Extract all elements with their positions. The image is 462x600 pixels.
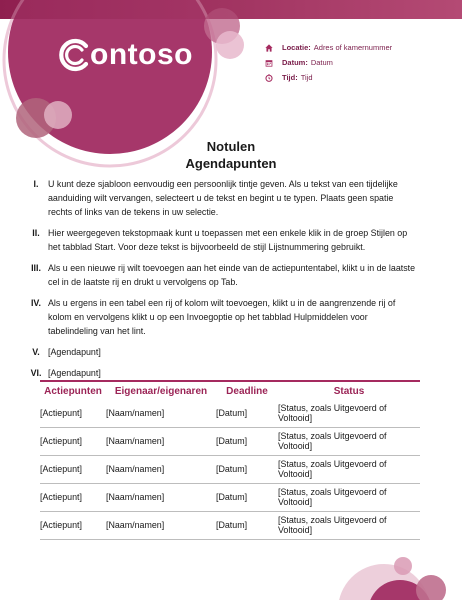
cell-actiepunt[interactable]: [Actiepunt]	[40, 456, 106, 484]
cell-eigenaar[interactable]: [Naam/namen]	[106, 456, 216, 484]
cell-actiepunt[interactable]: [Actiepunt]	[40, 512, 106, 540]
agenda-number: II.	[32, 228, 40, 238]
agenda-number: I.	[33, 179, 39, 189]
cell-deadline[interactable]: [Datum]	[216, 456, 278, 484]
column-header-deadline: Deadline	[226, 386, 268, 397]
agenda-list	[24, 177, 416, 387]
table-row	[40, 428, 420, 456]
cell-deadline[interactable]: [Datum]	[216, 484, 278, 512]
cell-deadline[interactable]: [Datum]	[216, 428, 278, 456]
table-row	[40, 484, 420, 512]
agenda-number: VI.	[30, 368, 42, 378]
agenda-text[interactable]: [Agendapunt]	[48, 347, 101, 357]
agenda-number: IV.	[30, 298, 42, 308]
location-row	[265, 40, 392, 55]
agenda-number: III.	[31, 263, 41, 273]
title-agendapunten: Agendapunten	[185, 156, 277, 171]
cell-eigenaar[interactable]: [Naam/namen]	[106, 400, 216, 428]
column-header-eigenaar: Eigenaar/eigenaren	[114, 386, 208, 397]
agenda-item[interactable]	[24, 226, 416, 254]
agenda-text[interactable]: [Agendapunt]	[48, 368, 101, 378]
pink-blob-mid	[216, 31, 244, 59]
table-row	[40, 400, 420, 428]
time-row	[265, 70, 392, 85]
footer-blob-accent	[416, 575, 446, 600]
date-label: Datum:	[282, 58, 308, 67]
cell-eigenaar[interactable]: [Naam/namen]	[106, 512, 216, 540]
time-label: Tijd:	[282, 73, 298, 82]
cell-actiepunt[interactable]: [Actiepunt]	[40, 428, 106, 456]
title-notulen: Notulen	[206, 139, 256, 154]
agenda-text[interactable]: Als u ergens in een tabel een rij of kolom wilt toevoegen, klikt u in de aangrenzende rij of kolom en vervolgens klikt u op een Invoegoptie op het tabblad Hulpmiddelen voor tabelindeling van het lint.	[48, 298, 396, 336]
footer-blob-small	[394, 557, 412, 575]
date-value: Datum	[310, 58, 333, 67]
cell-deadline[interactable]: [Datum]	[216, 400, 278, 428]
clock-icon	[265, 74, 273, 82]
agenda-item[interactable]	[24, 296, 416, 338]
cell-eigenaar[interactable]: [Naam/namen]	[106, 484, 216, 512]
location-value: Adres of kamernummer	[313, 43, 393, 52]
cell-status[interactable]: [Status, zoals Uitgevoerd of Voltooid]	[278, 456, 420, 484]
cell-actiepunt[interactable]: [Actiepunt]	[40, 400, 106, 428]
agenda-text[interactable]: U kunt deze sjabloon eenvoudig een persoonlijk tintje geven. Als u tekst van een tijdelijke aanduiding wilt vervangen, selecteert u de tekst en begint u te typen. Plaats geen spatie rechts of links van de tekens in uw selectie.	[48, 179, 398, 217]
table-row	[40, 512, 420, 540]
meeting-info	[265, 40, 392, 85]
home-icon	[265, 44, 273, 52]
logo-text: ontoso	[90, 38, 193, 71]
time-value: Tijd	[300, 73, 313, 82]
pink-blob-left-light	[44, 101, 72, 129]
column-header-status: Status	[333, 386, 365, 397]
contoso-logo-mark-icon	[58, 38, 92, 72]
agenda-item[interactable]	[24, 366, 416, 380]
column-header-actiepunten: Actiepunten	[44, 386, 102, 397]
date-row	[265, 55, 392, 70]
cell-status[interactable]: [Status, zoals Uitgevoerd of Voltooid]	[278, 400, 420, 428]
calendar-icon	[265, 59, 273, 67]
table-header-row	[40, 380, 420, 400]
agenda-text[interactable]: Als u een nieuwe rij wilt toevoegen aan het einde van de actiepuntentabel, klikt u in de laatste cel in de laatste rij en drukt u vervolgens op Tab.	[48, 263, 416, 287]
cell-status[interactable]: [Status, zoals Uitgevoerd of Voltooid]	[278, 428, 420, 456]
agenda-item[interactable]	[24, 261, 416, 289]
document-title	[0, 138, 462, 172]
contoso-logo	[58, 38, 193, 72]
table-row	[40, 456, 420, 484]
agenda-item[interactable]	[24, 345, 416, 359]
agenda-item[interactable]	[24, 177, 416, 219]
cell-status[interactable]: [Status, zoals Uitgevoerd of Voltooid]	[278, 512, 420, 540]
cell-actiepunt[interactable]: [Actiepunt]	[40, 484, 106, 512]
location-label: Locatie:	[282, 43, 311, 52]
cell-status[interactable]: [Status, zoals Uitgevoerd of Voltooid]	[278, 484, 420, 512]
cell-deadline[interactable]: [Datum]	[216, 512, 278, 540]
cell-eigenaar[interactable]: [Naam/namen]	[106, 428, 216, 456]
action-items-table	[40, 380, 420, 540]
agenda-number: V.	[32, 347, 40, 357]
agenda-text[interactable]: Hier weergegeven tekstopmaak kunt u toepassen met een enkele klik in de groep Stijlen op het tabblad Start. Voor deze tekst is bijvoorbeeld de stijl Lijstnummering gebruikt.	[48, 228, 408, 252]
